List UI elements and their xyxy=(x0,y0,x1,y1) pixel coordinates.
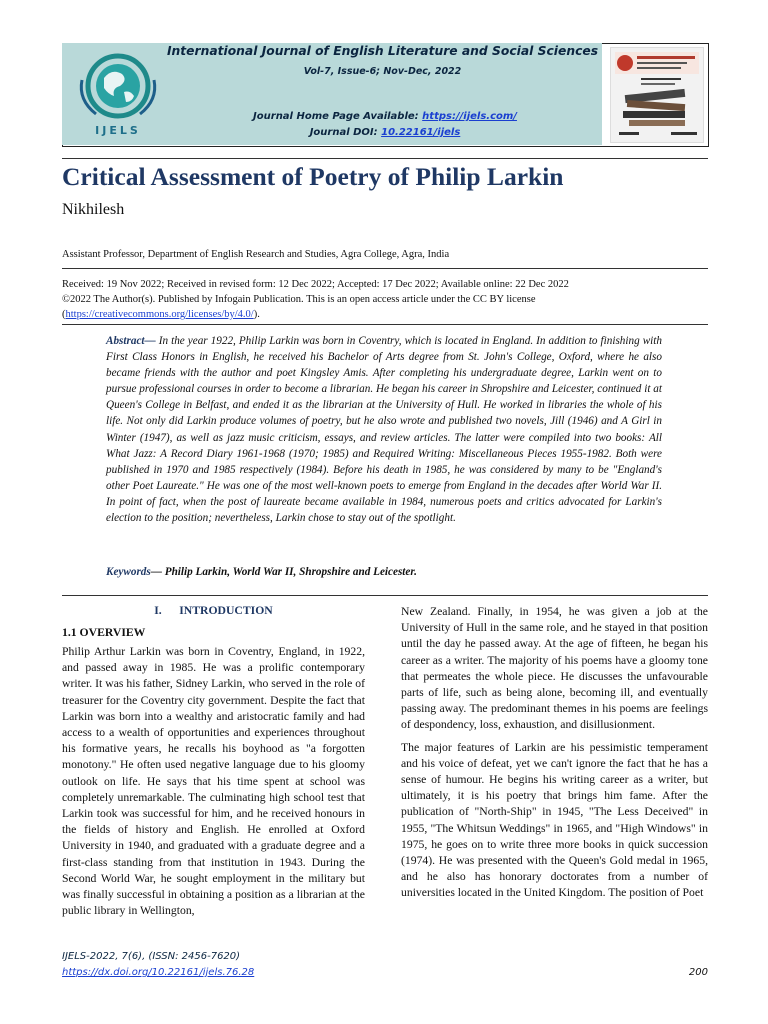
journal-volume: Vol-7, Issue-6; Nov-Dec, 2022 xyxy=(303,66,462,77)
left-column xyxy=(62,644,365,925)
home-label: Journal Home Page Available: xyxy=(253,111,423,122)
license-link[interactable]: https://creativecommons.org/licenses/by/4.0/ xyxy=(65,309,254,320)
abstract-top-divider xyxy=(62,324,708,325)
right-column xyxy=(401,604,708,908)
paragraph: New Zealand. Finally, in 1954, he was given a job at the University of Hull in the same role, and he stayed in that position until the day he passed away. At the age of fifteen, he began his career as a writer. The majority of his poems have a gloomy tone that permeates the whole piece. He discusses the unfavourable parts of life, such as being alone, becoming ill, and eventually passing away. The predominant themes in his poems are feelings of despondency, loss, exhaustion, and disillusionment. xyxy=(401,605,708,732)
logo-text: IJELS xyxy=(95,124,141,137)
license-paren-close: ). xyxy=(253,309,260,320)
journal-doi xyxy=(165,127,605,138)
paragraph: The major features of Larkin are his pessimistic temperament and his voice of defeat, yet we can't ignore the fact that he has a sense of humour. He begins his writing career as a writer, but ultimately, it is his poetry that brings him fame. After the publication of "North-Ship" in 1945, "The Less Deceived" in 1955, "The Whitsun Weddings" in 1965, and "High Windows" in 1975, he goes on to write three more books in quick succession (1974). He was presented with the Queen's Gold medal in 1965, and he also has honorary doctorates from a number of universities located in the United Kingdom. The position of Poet xyxy=(401,740,708,900)
section-heading-text: I. INTRODUCTION xyxy=(154,604,273,617)
journal-cover-thumbnail xyxy=(610,47,704,143)
license-line xyxy=(62,307,708,322)
abstract-bottom-divider xyxy=(62,595,708,596)
doi-label: Journal DOI: xyxy=(309,127,382,138)
article-metadata xyxy=(62,277,708,322)
subsection-heading: 1.1 OVERVIEW xyxy=(62,626,146,639)
ijels-logo xyxy=(72,50,164,138)
article-title: Critical Assessment of Poetry of Philip Larkin xyxy=(62,162,564,191)
meta-divider xyxy=(62,268,708,269)
author-affiliation: Assistant Professor, Department of English Research and Studies, Agra College, Agra, India xyxy=(62,249,450,260)
home-link[interactable]: https://ijels.com/ xyxy=(422,111,517,122)
section-heading xyxy=(62,604,365,617)
journal-title: International Journal of English Literature and Social Sciences xyxy=(166,44,599,58)
article-dates: Received: 19 Nov 2022; Received in revised form: 12 Dec 2022; Accepted: 17 Dec 2022; Available online: 22 Dec 2022 xyxy=(62,279,569,290)
header-divider xyxy=(62,158,708,159)
keywords xyxy=(106,566,662,578)
license-paren-open: ( xyxy=(62,309,66,320)
keywords-label: Keywords xyxy=(106,566,151,578)
paragraph: Philip Arthur Larkin was born in Coventry, England, in 1922, and passed away in 1985. He was a prolific contemporary writer. It was his father, Sidney Larkin, who served in the role of treasurer for the Coventry city government. Despite the fact that Larkin was born into a wealthy and aristocratic family and had access to a wealth of opportunities and experiences throughout his formative years, he recalls his boyhood as "a forgotten monotony." He often used negative language due to his gloomy outlook on life. He says that his time spent at school was completely unremarkable. The culminating high school test that Larkin took was successful for him, and he received honours in the fields of history and English. He enrolled at Oxford University in 1940, and graduated with a graduate degree and a first-class standing from that institution in 1943. During the Second World War, he sought employment in the military but was finally successful in obtaining a position as a librarian at the public library in Wellington, xyxy=(62,645,365,918)
footer-citation: IJELS-2022, 7(6), (ISSN: 2456-7620) xyxy=(62,951,241,962)
footer-doi xyxy=(62,967,254,978)
abstract xyxy=(106,333,662,526)
copyright-notice: ©2022 The Author(s). Published by Infogain Publication. This is an open access article under the CC BY license xyxy=(62,294,536,305)
keywords-text: — Philip Larkin, World War II, Shropshire and Leicester. xyxy=(150,566,417,578)
abstract-label: Abstract— xyxy=(106,335,156,347)
footer-doi-link[interactable]: https://dx.doi.org/10.22161/ijels.76.28 xyxy=(62,967,255,978)
page-number: 200 xyxy=(688,967,708,978)
journal-home-page xyxy=(165,111,605,122)
abstract-text: In the year 1922, Philip Larkin was born in Coventry, which is located in England. In addition to finishing with First Class Honors in English, he received his Bachelor of Arts degree from St. John's College, Oxford, where he also became friends with the author and poet Kingsley Amis. After completing his undergraduate degree, Larkin went on to pursue professional courses in order to become a librarian. He began his career in Shropshire and Leicester, continued it at Queen's College in Belfast, and ended it as the librarian at the University of Hull. He worked in libraries the whole of his life. Not only did Larkin produce volumes of poetry, but he also wrote and published two novels, Jill (1946) and A Girl in Winter (1947), as well as jazz music criticism, essays, and review articles. The latter were compiled into two books: All What Jazz: A Record Diary 1961-1968 (1970; 1985) and Required Writing: Miscellaneous Pieces 1955-1982. Both were published in 1970 and 1985 respectively (1984). Before his death in 1985, he was considered by many to be "England's other Poet Laureate." He was one of the most well-known poets to emerge from England in the decades after World War II. In point of fact, when the post of laureate became available in 1984, numerous poets and critics advocated for Larkin's election to the position; nevertheless, Larkin chose to stay out of the spotlight. xyxy=(106,335,662,525)
doi-link[interactable]: 10.22161/ijels xyxy=(381,127,461,138)
article-author: Nikhilesh xyxy=(62,201,125,218)
